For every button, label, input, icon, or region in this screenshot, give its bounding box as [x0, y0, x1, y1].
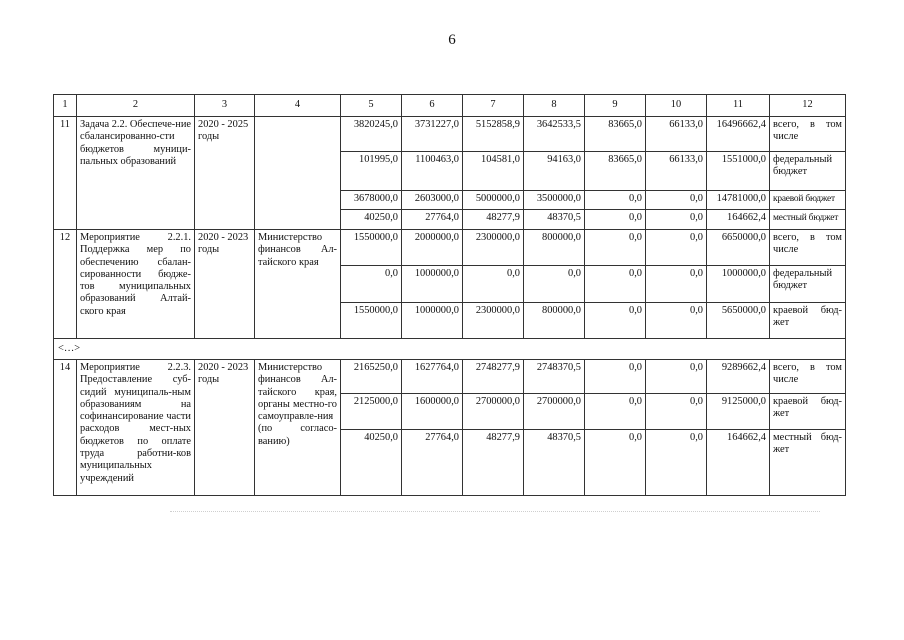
measure-name: Мероприятие 2.2.3. Предоставление суб-сидий муниципаль-ным образованиям на софинансирование части расходов мест-ных бюджетов по оплате труда работни-ков муниципальных учреждений	[77, 360, 195, 496]
task-name: Задача 2.2. Обеспече-ние сбалансированно-сти бюджетов муници-пальных образований	[77, 117, 195, 230]
value-cell: 0,0	[463, 266, 524, 303]
funding-source: местный бюд-жет	[770, 430, 846, 496]
value-cell: 0,0	[585, 303, 646, 339]
table-row	[54, 230, 846, 266]
value-cell: 3642533,5	[524, 117, 585, 152]
value-cell: 0,0	[646, 303, 707, 339]
header-cell: 11	[707, 95, 770, 117]
table-row	[54, 117, 846, 152]
value-cell: 800000,0	[524, 230, 585, 266]
value-cell: 66133,0	[646, 152, 707, 191]
value-cell: 104581,0	[463, 152, 524, 191]
header-cell: 3	[195, 95, 255, 117]
value-cell: 0,0	[341, 266, 402, 303]
value-cell: 0,0	[585, 394, 646, 430]
measure-name: Мероприятие 2.2.1. Поддержка мер по обеспечению сбалан-сированности бюдже-тов муниципальных образований Алтай-ского края	[77, 230, 195, 339]
omission-marker: <…>	[54, 339, 846, 360]
value-cell: 3678000,0	[341, 191, 402, 210]
value-cell: 48370,5	[524, 210, 585, 230]
value-cell: 1600000,0	[402, 394, 463, 430]
value-cell: 0,0	[585, 430, 646, 496]
value-cell: 1550000,0	[341, 230, 402, 266]
header-cell: 10	[646, 95, 707, 117]
funding-source: всего, в том числе	[770, 117, 846, 152]
executor: Министерство финансов Ал-тайского края	[255, 230, 341, 339]
value-cell: 2165250,0	[341, 360, 402, 394]
funding-source: краевой бюд-жет	[770, 394, 846, 430]
funding-source: краевой бюд-жет	[770, 303, 846, 339]
period: 2020 - 2025 годы	[195, 117, 255, 230]
header-cell: 5	[341, 95, 402, 117]
value-cell: 3820245,0	[341, 117, 402, 152]
header-cell: 6	[402, 95, 463, 117]
value-cell: 0,0	[585, 266, 646, 303]
header-cell: 7	[463, 95, 524, 117]
value-cell: 800000,0	[524, 303, 585, 339]
period: 2020 - 2023 годы	[195, 230, 255, 339]
header-cell: 2	[77, 95, 195, 117]
row-number: 11	[54, 117, 77, 230]
value-cell: 2700000,0	[463, 394, 524, 430]
value-cell: 9289662,4	[707, 360, 770, 394]
value-cell: 6650000,0	[707, 230, 770, 266]
value-cell: 2300000,0	[463, 303, 524, 339]
omission-row	[54, 339, 846, 360]
value-cell: 0,0	[646, 230, 707, 266]
value-cell: 16496662,4	[707, 117, 770, 152]
value-cell: 2748370,5	[524, 360, 585, 394]
value-cell: 40250,0	[341, 210, 402, 230]
value-cell: 83665,0	[585, 117, 646, 152]
value-cell: 2748277,9	[463, 360, 524, 394]
value-cell: 66133,0	[646, 117, 707, 152]
value-cell: 0,0	[646, 210, 707, 230]
executor	[255, 117, 341, 230]
value-cell: 0,0	[646, 266, 707, 303]
value-cell: 2700000,0	[524, 394, 585, 430]
value-cell: 164662,4	[707, 430, 770, 496]
value-cell: 40250,0	[341, 430, 402, 496]
table-row	[54, 360, 846, 394]
value-cell: 27764,0	[402, 210, 463, 230]
value-cell: 0,0	[646, 360, 707, 394]
page-number: 6	[448, 32, 456, 48]
value-cell: 1100463,0	[402, 152, 463, 191]
executor: Министерство финансов Ал-тайского края, органы местно-го самоуправле-ния (по согласо-ванию)	[255, 360, 341, 496]
value-cell: 0,0	[524, 266, 585, 303]
value-cell: 0,0	[646, 430, 707, 496]
row-number: 14	[54, 360, 77, 496]
value-cell: 5650000,0	[707, 303, 770, 339]
value-cell: 1550000,0	[341, 303, 402, 339]
value-cell: 27764,0	[402, 430, 463, 496]
value-cell: 0,0	[646, 394, 707, 430]
header-cell: 9	[585, 95, 646, 117]
period: 2020 - 2023 годы	[195, 360, 255, 496]
value-cell: 0,0	[646, 191, 707, 210]
header-cell: 12	[770, 95, 846, 117]
funding-source: местный бюджет	[770, 210, 846, 230]
value-cell: 1000000,0	[402, 303, 463, 339]
value-cell: 2603000,0	[402, 191, 463, 210]
value-cell: 2125000,0	[341, 394, 402, 430]
value-cell: 3500000,0	[524, 191, 585, 210]
header-cell: 8	[524, 95, 585, 117]
value-cell: 5152858,9	[463, 117, 524, 152]
value-cell: 48277,9	[463, 430, 524, 496]
value-cell: 0,0	[585, 210, 646, 230]
funding-source: всего, в том числе	[770, 230, 846, 266]
value-cell: 101995,0	[341, 152, 402, 191]
value-cell: 14781000,0	[707, 191, 770, 210]
scan-artifact-line	[170, 511, 820, 512]
header-cell: 1	[54, 95, 77, 117]
header-cell: 4	[255, 95, 341, 117]
value-cell: 48277,9	[463, 210, 524, 230]
funding-source: федеральный бюджет	[770, 266, 846, 303]
value-cell: 5000000,0	[463, 191, 524, 210]
value-cell: 0,0	[585, 191, 646, 210]
budget-table	[53, 94, 846, 496]
value-cell: 3731227,0	[402, 117, 463, 152]
header-row	[54, 95, 846, 117]
value-cell: 83665,0	[585, 152, 646, 191]
value-cell: 1627764,0	[402, 360, 463, 394]
value-cell: 2300000,0	[463, 230, 524, 266]
funding-source: краевой бюджет	[770, 191, 846, 210]
value-cell: 164662,4	[707, 210, 770, 230]
value-cell: 0,0	[585, 360, 646, 394]
value-cell: 0,0	[585, 230, 646, 266]
funding-source: федеральный бюджет	[770, 152, 846, 191]
value-cell: 48370,5	[524, 430, 585, 496]
value-cell: 9125000,0	[707, 394, 770, 430]
value-cell: 1551000,0	[707, 152, 770, 191]
row-number: 12	[54, 230, 77, 339]
value-cell: 94163,0	[524, 152, 585, 191]
funding-source: всего, в том числе	[770, 360, 846, 394]
value-cell: 1000000,0	[402, 266, 463, 303]
value-cell: 2000000,0	[402, 230, 463, 266]
value-cell: 1000000,0	[707, 266, 770, 303]
